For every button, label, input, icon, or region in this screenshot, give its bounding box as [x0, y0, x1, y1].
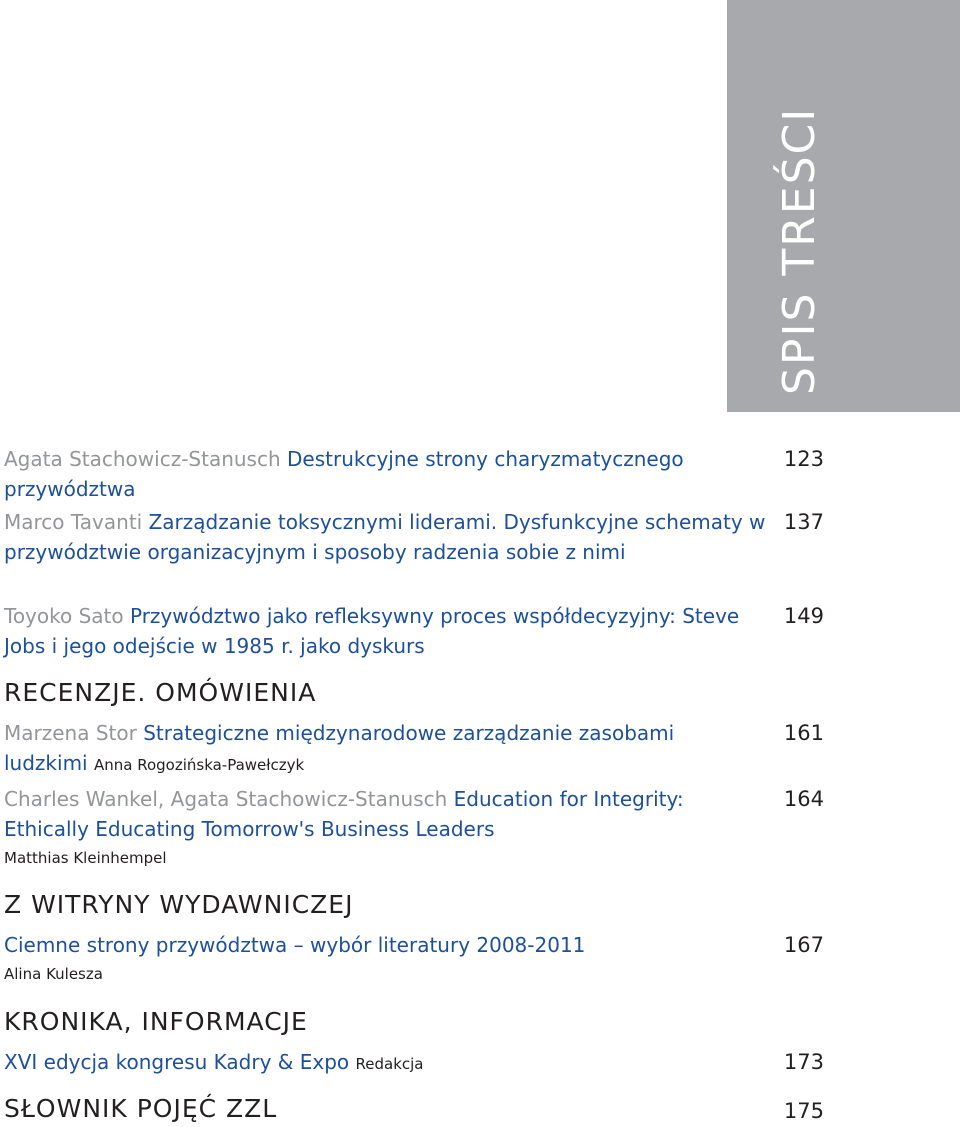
entry-title: Ciemne strony przywództwa – wybór literatury 2008-2011 [4, 933, 586, 957]
entry-title: Przywództwo jako refleksywny proces współdecyzyjny: Steve Jobs i jego odejście w 1985 r. jako dyskurs [4, 604, 740, 658]
entry-title: Strategiczne międzynarodowe zarządzanie zasobami ludzkimi [4, 721, 675, 775]
entry-page: 164 [783, 787, 824, 811]
section-heading-kronika: KRONIKA, INFORMACJE [4, 1007, 308, 1036]
toc-entry[interactable] [4, 784, 816, 872]
section-heading-slownik[interactable]: SŁOWNIK POJĘĆ ZZL [4, 1094, 278, 1123]
entry-author: Marco Tavanti [4, 510, 143, 534]
entry-reviewer: Alina Kulesza [4, 965, 103, 983]
entry-page: 149 [783, 604, 824, 628]
toc-entry[interactable] [4, 718, 816, 780]
entry-author: Agata Stachowicz-Stanusch [4, 447, 281, 471]
entry-author: Charles Wankel, Agata Stachowicz-Stanusch [4, 787, 448, 811]
entry-title: Zarządzanie toksycznymi liderami. Dysfunkcyjne schematy w przywództwie organizacyjnym i sposoby radzenia sobie z nimi [4, 510, 766, 564]
side-title: SPIS TREŚCI [774, 106, 825, 395]
entry-reviewer: Anna Rogozińska-Pawełczyk [93, 756, 305, 774]
toc-entry[interactable] [4, 507, 816, 567]
entry-title: Education for Integrity: Ethically Educating Tomorrow's Business Leaders [4, 787, 684, 841]
entry-reviewer: Matthias Kleinhempel [4, 849, 167, 867]
entry-page: 173 [783, 1050, 824, 1074]
section-heading-recenzje: RECENZJE. OMÓWIENIA [4, 678, 317, 707]
entry-page: 161 [783, 721, 824, 745]
entry-title: XVI edycja kongresu Kadry & Expo [4, 1050, 350, 1074]
section-heading-witryna: Z WITRYNY WYDAWNICZEJ [4, 890, 354, 919]
entry-page: 137 [783, 510, 824, 534]
toc-entry[interactable] [4, 444, 816, 504]
entry-page: 167 [783, 933, 824, 957]
toc-entry[interactable] [4, 1047, 816, 1079]
entry-author: Toyoko Sato [4, 604, 124, 628]
entry-page: 123 [783, 447, 824, 471]
toc-entry[interactable] [4, 930, 816, 988]
entry-author: Marzena Stor [4, 721, 137, 745]
entry-page: 175 [783, 1099, 824, 1123]
entry-reviewer: Redakcja [355, 1055, 424, 1073]
entry-title: Destrukcyjne strony charyzmatycznego przywództwa [4, 447, 684, 501]
side-bar [727, 0, 960, 412]
toc-entry[interactable] [4, 601, 816, 661]
